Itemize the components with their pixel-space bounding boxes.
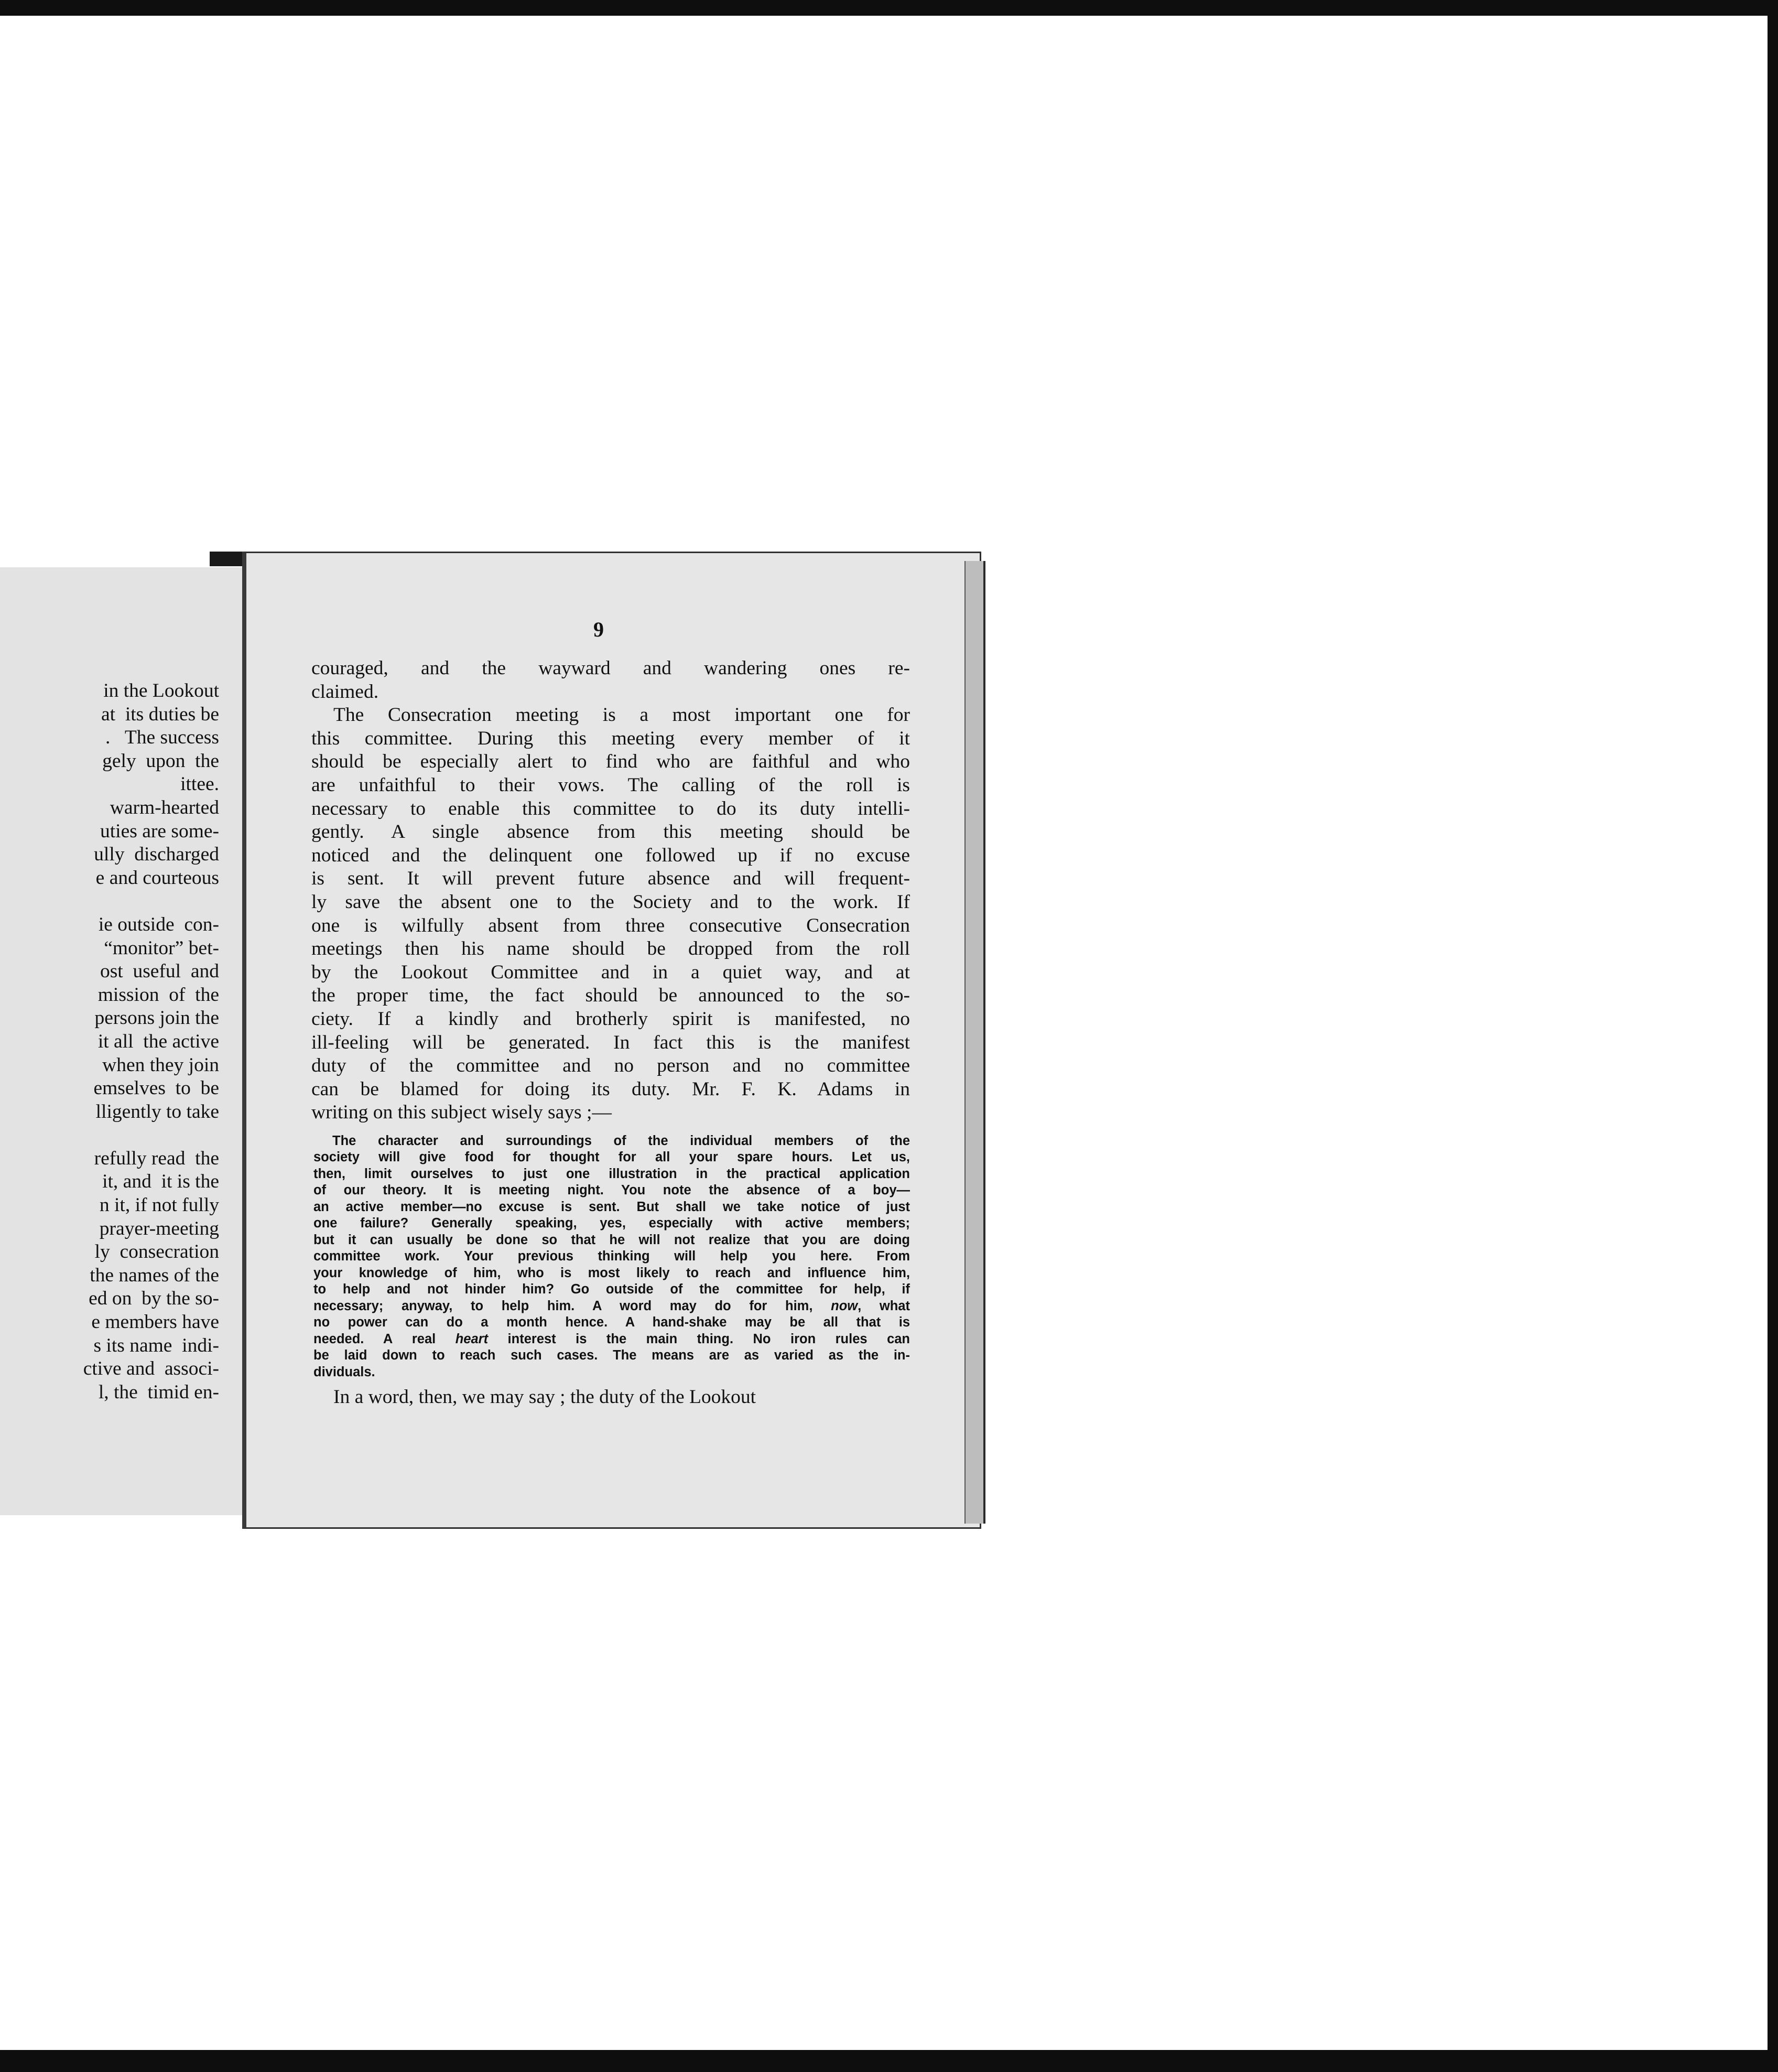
text-line: gently. A single absence from this meeting should be [311, 821, 910, 843]
left-page-line: lligently to take [95, 1100, 219, 1123]
left-page-line [0, 1124, 219, 1147]
left-page-line: ie outside con- [98, 913, 219, 935]
text-line: writing on this subject wisely says ;— [311, 1102, 612, 1124]
text-line: is sent. It will prevent future absence and will frequent- [311, 868, 910, 890]
left-page-line: l, the timid en- [98, 1381, 219, 1403]
text-line: this committee. During this meeting every member of it [311, 727, 910, 749]
quote-emphasis: now [831, 1298, 858, 1313]
left-page-line: prayer-meeting [99, 1217, 219, 1239]
left-page-line: ully discharged [94, 844, 219, 866]
text-line: can be blamed for doing its duty. Mr. F. K. Adams in [311, 1078, 910, 1100]
quote-text: interest is the main thing. No iron rules can [488, 1331, 910, 1346]
text-line: duty of the committee and no person and no committee [311, 1055, 910, 1077]
left-page-line: in the Lookout [103, 680, 219, 702]
quote-line [313, 1331, 910, 1348]
left-page-line: it, and it is the [102, 1171, 219, 1193]
quote-line: no power can do a month hence. A hand-shake may be all that is [313, 1315, 910, 1330]
left-page-line: when they join [102, 1054, 219, 1076]
text-line: noticed and the delinquent one followed up if no excuse [311, 844, 910, 866]
scan-frame-bottom [0, 2050, 1778, 2072]
left-page-line: at its duties be [101, 703, 219, 725]
left-page-line: ly consecration [94, 1241, 219, 1263]
quote-text: necessary; anyway, to help him. A word may do for him, [313, 1298, 831, 1313]
paragraph-1 [311, 657, 910, 704]
left-page-line: gely upon the [102, 750, 219, 772]
text-line: ill-feeling will be generated. In fact this is the manifest [311, 1031, 910, 1053]
left-page-line: ittee. [180, 773, 219, 795]
quote-line: but it can usually be done so that he will not realize that you are doing [313, 1232, 910, 1247]
text-line: the proper time, the fact should be announced to the so- [311, 985, 910, 1007]
block-quote [311, 1133, 910, 1381]
left-page-line: ost useful and [100, 961, 219, 983]
quote-text: needed. A real [313, 1331, 456, 1346]
left-page-line: e and courteous [95, 867, 219, 889]
right-page [242, 552, 981, 1529]
text-line: necessary to enable this committee to do its duty intelli- [311, 797, 910, 819]
quote-line [313, 1298, 910, 1315]
left-page-line: n it, if not fully [99, 1194, 219, 1216]
left-page-line: ed on by the so- [89, 1288, 219, 1310]
text-line: should be especially alert to find who are faithful and who [311, 751, 910, 773]
page-number: 9 [593, 618, 604, 641]
page-stack-edge [964, 561, 985, 1524]
quote-text: , what [858, 1298, 910, 1313]
quote-line: The character and surroundings of the individual members of the [332, 1133, 910, 1148]
left-page-text [0, 679, 219, 1404]
left-page-line: warm-hearted [110, 796, 219, 818]
quote-line: dividuals. [313, 1364, 375, 1379]
left-page-line: persons join the [94, 1007, 219, 1029]
text-line: ciety. If a kindly and brotherly spirit is manifested, no [311, 1008, 910, 1030]
left-page-line: e members have [91, 1311, 219, 1333]
text-line: by the Lookout Committee and in a quiet way, and at [311, 961, 910, 983]
paragraph-2 [311, 704, 910, 1125]
scan-frame-right [1768, 0, 1778, 2072]
quote-line: be laid down to reach such cases. The means are as varied as the in- [313, 1348, 910, 1363]
quote-line: committee work. Your previous thinking will help you here. From [313, 1249, 910, 1264]
page-body [311, 657, 910, 1409]
paragraph-3 [311, 1386, 910, 1409]
quote-line: an active member—no excuse is sent. But shall we take notice of just [313, 1199, 910, 1214]
left-page-line: mission of the [97, 984, 219, 1006]
quote-line: your knowledge of him, who is most likely to reach and influence him, [313, 1265, 910, 1280]
quote-line: society will give food for thought for all your spare hours. Let us, [313, 1150, 910, 1165]
text-line: The Consecration meeting is a most important one for [333, 704, 910, 726]
text-line: couraged, and the wayward and wandering ones re- [311, 657, 910, 679]
left-page-line: uties are some- [100, 820, 219, 842]
left-page-line: . The success [105, 727, 219, 749]
open-booklet [0, 552, 985, 1537]
text-line: meetings then his name should be dropped from the roll [311, 938, 910, 960]
quote-line: to help and not hinder him? Go outside of the committee for help, if [313, 1282, 910, 1297]
quote-line: then, limit ourselves to just one illustration in the practical application [313, 1166, 910, 1181]
quote-line: of our theory. It is meeting night. You note the absence of a boy— [313, 1183, 910, 1198]
left-page-line [0, 890, 219, 913]
text-line: are unfaithful to their vows. The calling of the roll is [311, 774, 910, 796]
left-page-line: emselves to be [93, 1077, 219, 1099]
text-line: claimed. [311, 681, 379, 703]
text-line: In a word, then, we may say ; the duty of the Lookout [333, 1386, 756, 1408]
text-line: one is wilfully absent from three consecutive Consecration [311, 914, 910, 936]
left-page-line: ctive and associ- [83, 1358, 219, 1380]
text-line: ly save the absent one to the Society and to the work. If [311, 891, 910, 913]
left-page-line: refully read the [94, 1147, 219, 1169]
left-page-line: s its name indi- [93, 1334, 219, 1356]
left-page [0, 567, 244, 1515]
left-page-line: the names of the [90, 1264, 219, 1286]
quote-line: one failure? Generally speaking, yes, especially with active members; [313, 1216, 910, 1231]
left-page-line: it all the active [97, 1030, 219, 1052]
quote-emphasis: heart [455, 1331, 489, 1346]
scan-frame-top [0, 0, 1778, 16]
left-page-line: “monitor” bet- [104, 937, 219, 959]
